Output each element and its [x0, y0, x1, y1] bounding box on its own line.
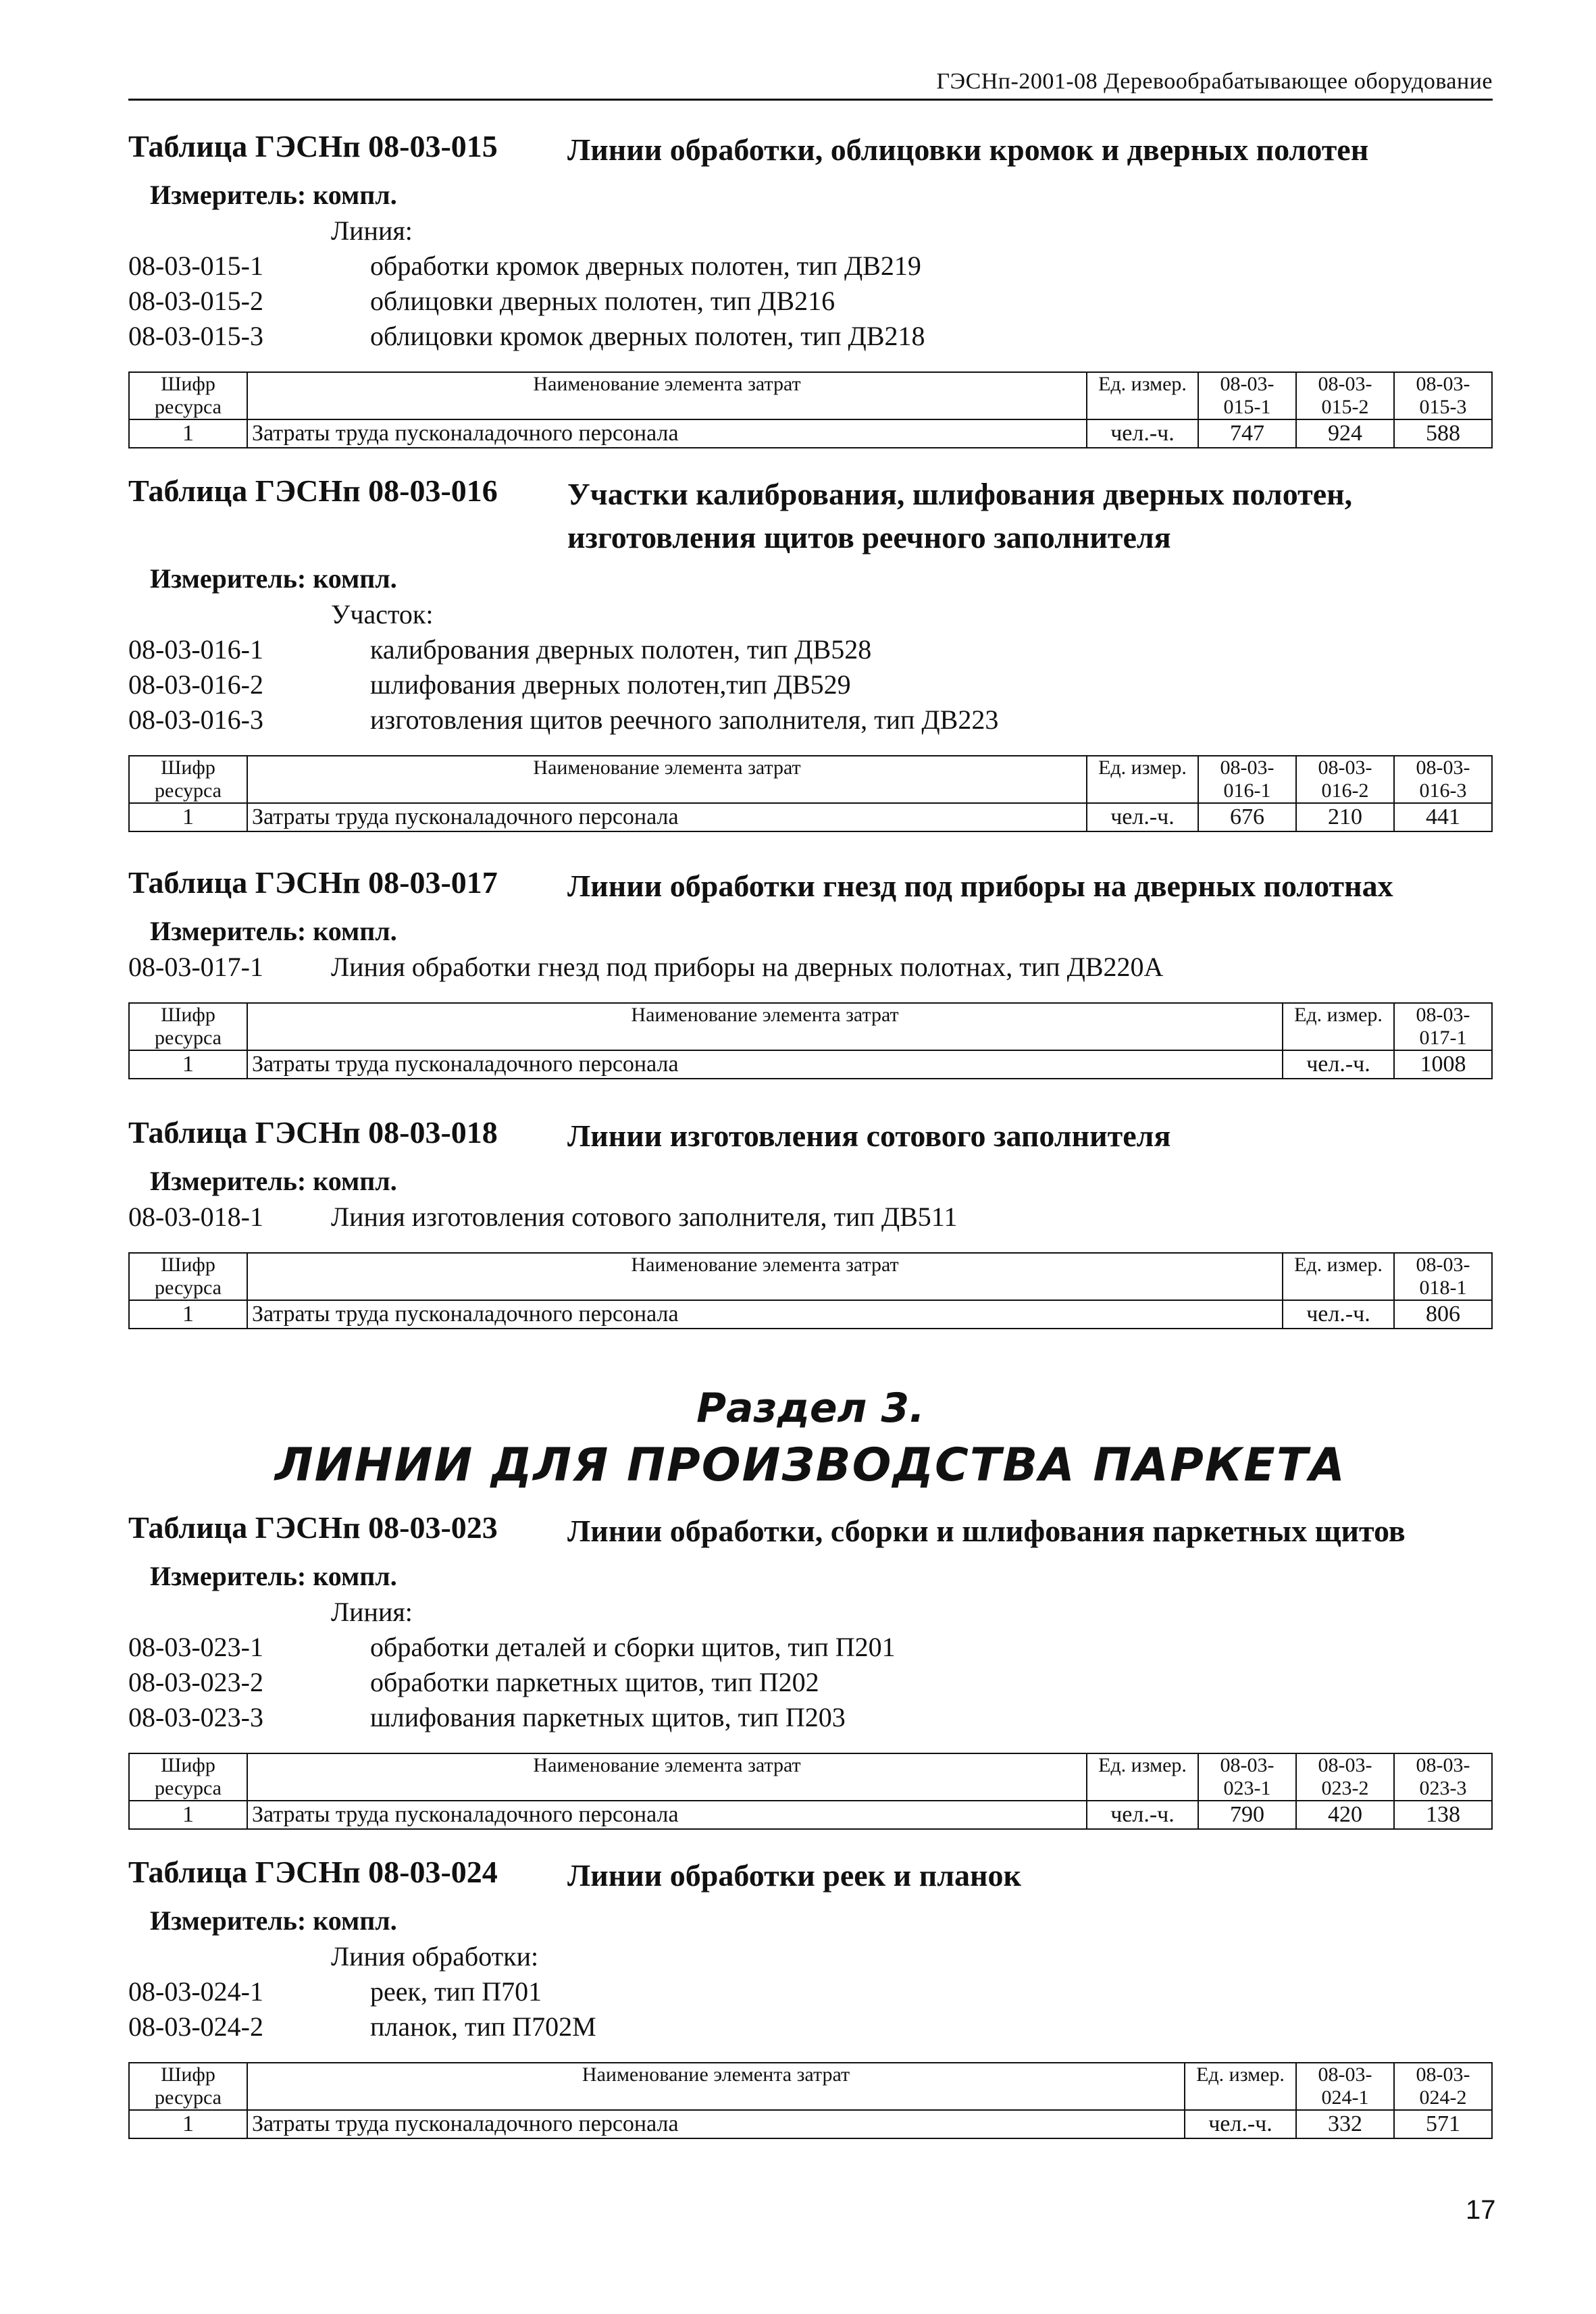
- header-column: 08-03-023-1: [1198, 1753, 1296, 1801]
- header-name: Наименование элемента затрат: [247, 1003, 1283, 1050]
- row-unit: чел.-ч.: [1283, 1300, 1394, 1329]
- item-code: 08-03-016-3: [128, 704, 263, 735]
- row-value: 210: [1296, 803, 1394, 831]
- header-name: Наименование элемента затрат: [247, 1753, 1087, 1801]
- section-title: ЛИНИИ ДЛЯ ПРОИЗВОДСТВА ПАРКЕТА: [275, 1439, 1346, 1492]
- header-unit: Ед. измер.: [1087, 372, 1198, 419]
- item-code: 08-03-015-3: [128, 321, 263, 351]
- header-column: 08-03-016-2: [1296, 756, 1394, 803]
- table-number: Таблица ГЭСНп 08-03-017: [128, 865, 498, 900]
- table-heading: [128, 1854, 1499, 1903]
- header-unit: Ед. измер.: [1087, 756, 1198, 803]
- header-column: 08-03-015-2: [1296, 372, 1394, 419]
- header-column: 08-03-017-1: [1394, 1003, 1492, 1050]
- resource-table: [128, 1252, 1493, 1329]
- header-column: 08-03-023-2: [1296, 1753, 1394, 1801]
- list-item: [128, 667, 1499, 702]
- item-description: обработки паркетных щитов, тип П202: [370, 1667, 819, 1697]
- header-code: Шифр ресурса: [129, 1753, 247, 1801]
- row-value: 420: [1296, 1801, 1394, 1829]
- row-value: 332: [1296, 2110, 1394, 2138]
- row-code: 1: [129, 1801, 247, 1829]
- item-description: обработки деталей и сборки щитов, тип П201: [370, 1632, 896, 1662]
- table-title: Линии обработки реек и планок: [567, 1858, 1022, 1893]
- item-description: Линия изготовления сотового заполнителя, тип ДВ511: [331, 1202, 958, 1232]
- item-description: калибрования дверных полотен, тип ДВ528: [370, 634, 872, 665]
- table-number: Таблица ГЭСНп 08-03-024: [128, 1855, 498, 1889]
- row-value: 441: [1394, 803, 1492, 831]
- table-row: [129, 803, 1492, 831]
- row-name: Затраты труда пусконаладочного персонала: [247, 803, 1087, 831]
- meter-label: Измеритель: компл.: [150, 180, 397, 210]
- table-heading: [128, 1510, 1499, 1558]
- list-item: [128, 249, 1499, 284]
- header-column: 08-03-023-3: [1394, 1753, 1492, 1801]
- table-number: Таблица ГЭСНп 08-03-015: [128, 129, 498, 163]
- row-unit: чел.-ч.: [1283, 1050, 1394, 1079]
- table-header-row: [129, 1253, 1492, 1300]
- page-number: 17: [1466, 2195, 1496, 2225]
- row-name: Затраты труда пусконаладочного персонала: [247, 2110, 1185, 2138]
- table-title: Линии обработки, облицовки кромок и дверных полотен: [567, 132, 1369, 167]
- resource-table: [128, 755, 1493, 832]
- row-value: 747: [1198, 419, 1296, 448]
- table-number: Таблица ГЭСНп 08-03-016: [128, 473, 498, 508]
- header-unit: Ед. измер.: [1087, 1753, 1198, 1801]
- norm-block-023: [128, 1510, 1499, 1830]
- meter-label: Измеритель: компл.: [150, 1561, 397, 1591]
- table-title: Линии изготовления сотового заполнителя: [567, 1119, 1171, 1153]
- item-description: облицовки дверных полотен, тип ДВ216: [370, 286, 835, 316]
- meter-label: Измеритель: компл.: [150, 916, 397, 946]
- header-column: 08-03-024-2: [1394, 2063, 1492, 2110]
- table-heading: [128, 1114, 1499, 1163]
- table-number: Таблица ГЭСНп 08-03-023: [128, 1510, 498, 1545]
- items-intro: Линия:: [331, 215, 413, 246]
- running-header: [128, 66, 1493, 101]
- item-code: 08-03-018-1: [128, 1202, 263, 1232]
- table-title: Участки калибрования, шлифования дверных полотен, изготовления щитов реечного заполнителя: [567, 477, 1353, 555]
- list-item: [128, 1974, 1499, 2009]
- item-code: 08-03-015-2: [128, 286, 263, 316]
- norm-block-018: [128, 1114, 1499, 1329]
- table-header-row: [129, 1753, 1492, 1801]
- row-value: 676: [1198, 803, 1296, 831]
- items-intro: Участок:: [331, 599, 434, 629]
- list-item: [128, 1700, 1499, 1735]
- row-value: 571: [1394, 2110, 1492, 2138]
- row-value: 1008: [1394, 1050, 1492, 1079]
- header-column: 08-03-015-3: [1394, 372, 1492, 419]
- items-intro: Линия обработки:: [331, 1941, 539, 1972]
- row-unit: чел.-ч.: [1087, 803, 1198, 831]
- item-code: 08-03-015-1: [128, 251, 263, 281]
- table-row: [129, 419, 1492, 448]
- header-name: Наименование элемента затрат: [247, 756, 1087, 803]
- item-code: 08-03-016-1: [128, 634, 263, 665]
- item-description: изготовления щитов реечного заполнителя, тип ДВ223: [370, 704, 999, 735]
- header-code: Шифр ресурса: [129, 2063, 247, 2110]
- meter-label: Измеритель: компл.: [150, 563, 397, 594]
- header-unit: Ед. измер.: [1185, 2063, 1296, 2110]
- row-name: Затраты труда пусконаладочного персонала: [247, 1300, 1283, 1329]
- table-number: Таблица ГЭСНп 08-03-018: [128, 1115, 498, 1150]
- header-unit: Ед. измер.: [1283, 1003, 1394, 1050]
- header-code: Шифр ресурса: [129, 756, 247, 803]
- item-code: 08-03-023-1: [128, 1632, 263, 1662]
- header-name: Наименование элемента затрат: [247, 2063, 1185, 2110]
- meter-label: Измеритель: компл.: [150, 1166, 397, 1196]
- header-column: 08-03-016-3: [1394, 756, 1492, 803]
- list-item: [128, 950, 1499, 985]
- item-code: 08-03-017-1: [128, 952, 263, 982]
- resource-table: [128, 371, 1493, 448]
- table-row: [129, 1300, 1492, 1329]
- list-item: [128, 2009, 1499, 2045]
- list-item: [128, 284, 1499, 319]
- item-code: 08-03-023-3: [128, 1702, 263, 1732]
- running-header-text: ГЭСНп-2001-08 Деревообрабатывающее оборудование: [936, 69, 1493, 94]
- row-code: 1: [129, 1050, 247, 1079]
- table-header-row: [129, 372, 1492, 419]
- table-header-row: [129, 756, 1492, 803]
- item-code: 08-03-024-2: [128, 2011, 263, 2042]
- row-name: Затраты труда пусконаладочного персонала: [247, 1050, 1283, 1079]
- row-code: 1: [129, 2110, 247, 2138]
- meter-label: Измеритель: компл.: [150, 1905, 397, 1936]
- header-column: 08-03-024-1: [1296, 2063, 1394, 2110]
- header-column: 08-03-018-1: [1394, 1253, 1492, 1300]
- row-value: 138: [1394, 1801, 1492, 1829]
- list-item: [128, 1200, 1499, 1235]
- norm-block-017: [128, 865, 1499, 1079]
- row-unit: чел.-ч.: [1185, 2110, 1296, 2138]
- resource-table: [128, 1753, 1493, 1830]
- norm-block-015: [128, 128, 1499, 448]
- row-code: 1: [129, 419, 247, 448]
- item-description: шлифования дверных полотен,тип ДВ529: [370, 669, 851, 700]
- table-title: Линии обработки, сборки и шлифования паркетных щитов: [567, 1514, 1406, 1548]
- list-item: [128, 702, 1499, 738]
- table-row: [129, 2110, 1492, 2138]
- table-title: Линии обработки гнезд под приборы на дверных полотнах: [567, 869, 1393, 903]
- row-name: Затраты труда пусконаладочного персонала: [247, 419, 1087, 448]
- row-unit: чел.-ч.: [1087, 1801, 1198, 1829]
- item-code: 08-03-023-2: [128, 1667, 263, 1697]
- header-name: Наименование элемента затрат: [247, 1253, 1283, 1300]
- norm-block-024: [128, 1854, 1499, 2139]
- table-row: [129, 1801, 1492, 1829]
- header-column: 08-03-015-1: [1198, 372, 1296, 419]
- header-name: Наименование элемента затрат: [247, 372, 1087, 419]
- table-header-row: [129, 1003, 1492, 1050]
- list-item: [128, 1630, 1499, 1665]
- header-code: Шифр ресурса: [129, 1003, 247, 1050]
- item-description: планок, тип П702М: [370, 2011, 596, 2042]
- table-heading: [128, 473, 1499, 561]
- table-row: [129, 1050, 1492, 1079]
- table-heading: [128, 128, 1499, 177]
- row-code: 1: [129, 803, 247, 831]
- list-item: [128, 319, 1499, 354]
- row-value: 806: [1394, 1300, 1492, 1329]
- list-item: [128, 632, 1499, 667]
- row-code: 1: [129, 1300, 247, 1329]
- header-unit: Ед. измер.: [1283, 1253, 1394, 1300]
- item-code: 08-03-024-1: [128, 1976, 263, 2007]
- row-unit: чел.-ч.: [1087, 419, 1198, 448]
- list-item: [128, 1665, 1499, 1700]
- resource-table: [128, 1002, 1493, 1079]
- header-code: Шифр ресурса: [129, 1253, 247, 1300]
- item-description: реек, тип П701: [370, 1976, 542, 2007]
- section-label: Раздел 3.: [696, 1385, 925, 1432]
- norm-block-016: [128, 473, 1499, 832]
- item-code: 08-03-016-2: [128, 669, 263, 700]
- row-value: 588: [1394, 419, 1492, 448]
- table-header-row: [129, 2063, 1492, 2110]
- header-column: 08-03-016-1: [1198, 756, 1296, 803]
- header-code: Шифр ресурса: [129, 372, 247, 419]
- item-description: шлифования паркетных щитов, тип П203: [370, 1702, 846, 1732]
- row-value: 790: [1198, 1801, 1296, 1829]
- item-description: Линия обработки гнезд под приборы на дверных полотнах, тип ДВ220А: [331, 952, 1164, 982]
- resource-table: [128, 2062, 1493, 2139]
- row-value: 924: [1296, 419, 1394, 448]
- items-intro: Линия:: [331, 1597, 413, 1627]
- row-name: Затраты труда пусконаладочного персонала: [247, 1801, 1087, 1829]
- item-description: обработки кромок дверных полотен, тип ДВ219: [370, 251, 921, 281]
- table-heading: [128, 865, 1499, 913]
- item-description: облицовки кромок дверных полотен, тип ДВ218: [370, 321, 925, 351]
